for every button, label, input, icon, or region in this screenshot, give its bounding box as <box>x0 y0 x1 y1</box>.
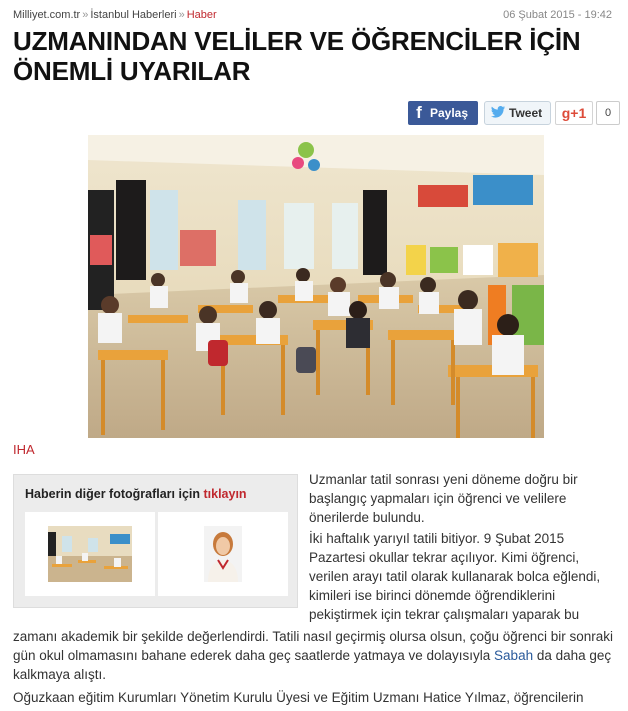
google-plus-icon: g+1 <box>561 105 587 121</box>
tweet-button[interactable] <box>484 101 551 125</box>
article-photo[interactable] <box>88 135 544 438</box>
breadcrumb-istanbul-link[interactable]: İstanbul Haberleri <box>90 9 177 21</box>
article-paragraph-1: Uzmanlar tatil sonrası yeni döneme doğru bir başlangıç yapmaları için öğrenci ve velilere önerilerde bulundu. <box>309 472 578 525</box>
facebook-share-button[interactable] <box>408 101 478 125</box>
photo-gallery-box <box>13 474 298 608</box>
breadcrumb-separator: » <box>178 9 185 21</box>
gallery-thumbnail[interactable] <box>158 512 288 596</box>
breadcrumb <box>13 9 217 21</box>
sabah-link[interactable]: Sabah <box>494 648 534 663</box>
facebook-share-label: Paylaş <box>430 106 469 120</box>
facebook-icon: f <box>416 103 422 122</box>
tweet-label: Tweet <box>509 106 543 120</box>
breadcrumb-haber-link[interactable]: Haber <box>186 9 217 21</box>
paragraph-text: da daha geç kalkmaya alıştı. <box>13 648 612 682</box>
gallery-link[interactable]: tıklayın <box>203 487 247 501</box>
twitter-icon <box>491 106 505 121</box>
google-plus-count: 0 <box>596 101 620 125</box>
gallery-heading-text: Haberin diğer fotoğrafları için <box>25 487 204 501</box>
breadcrumb-home-link[interactable]: Milliyet.com.tr <box>13 9 81 21</box>
article-title: UZMANINDAN VELİLER VE ÖĞRENCİLER İÇİN ÖNEMLİ UYARILAR <box>13 26 581 86</box>
article-paragraph-4: Oğuzkaan eğitim Kurumları Yönetim Kurulu Üyesi ve Eğitim Uzmanı Hatice Yılmaz, öğrencilerin <box>13 690 584 705</box>
gallery-heading <box>25 487 247 501</box>
news-source: IHA <box>13 442 35 457</box>
article-paragraph-2: İki haftalık yarıyıl tatili bitiyor. 9 Şubat 2015 Pazartesi okullar tekrar açılıyor. Kimi öğrenci, verilen arayı tatil olarak kullanarak bolca eğlendi, kimileri ise birinci dönemde öğrendiklerini pekiştirmek için tekrar çalışmaları yaparak bu <box>309 531 601 622</box>
publish-date: 06 Şubat 2015 - 19:42 <box>503 9 612 21</box>
google-plus-button[interactable] <box>555 101 593 125</box>
paragraph-text: zamanı akademik bir şekilde değerlendirdi. Tatili nasıl geçirmiş olursa olsun, çoğu öğrenci bir sonraki gün okul olmamasını bahane ederek daha geç saatlerde yatmaya ve dolayısıyla <box>13 629 614 663</box>
gallery-thumbnail[interactable] <box>25 512 155 596</box>
article-paragraph-3 <box>13 627 618 684</box>
breadcrumb-separator: » <box>82 9 89 21</box>
